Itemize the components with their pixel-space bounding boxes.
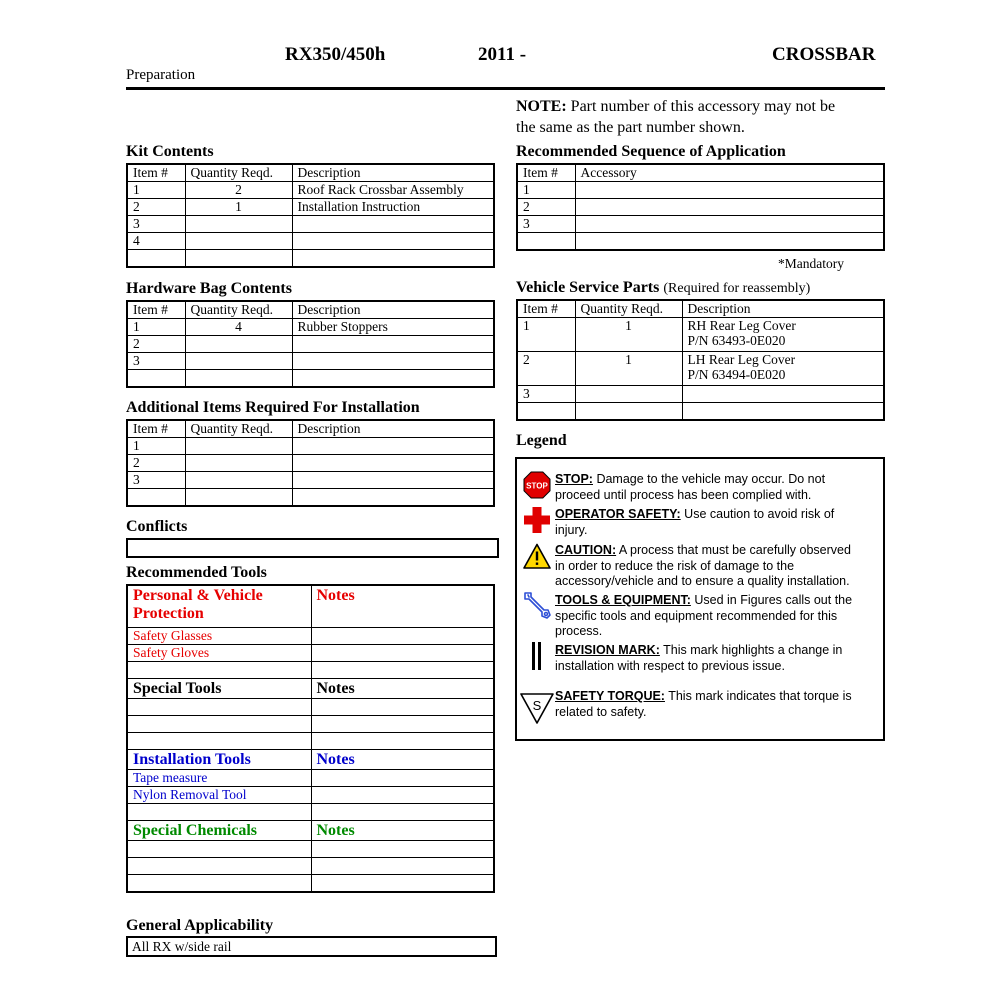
table-row xyxy=(127,438,494,455)
special-tools-label: Special Tools xyxy=(127,679,311,699)
cell xyxy=(127,841,311,858)
col-qty: Quantity Reqd. xyxy=(185,164,292,182)
col-desc: Description xyxy=(292,301,494,319)
header-rule xyxy=(126,87,885,90)
hardware-bag-table xyxy=(126,300,495,388)
table-row xyxy=(127,233,494,250)
cell xyxy=(575,386,682,403)
cell xyxy=(185,455,292,472)
cell xyxy=(682,403,884,421)
legend-box xyxy=(515,457,885,741)
hardware-bag-title: Hardware Bag Contents xyxy=(126,280,292,297)
table-row xyxy=(127,336,494,353)
table-row xyxy=(127,353,494,370)
cell xyxy=(185,370,292,388)
model-title: RX350/450h xyxy=(285,44,386,65)
cell xyxy=(575,182,884,199)
col-item: Item # xyxy=(127,420,185,438)
cell xyxy=(311,699,494,716)
cell: Installation Instruction xyxy=(292,199,494,216)
cell xyxy=(127,804,311,821)
table-row xyxy=(127,455,494,472)
cell xyxy=(311,804,494,821)
table-row xyxy=(127,787,494,804)
table-row xyxy=(127,662,494,679)
additional-items-table xyxy=(126,419,495,507)
cell: Roof Rack Crossbar Assembly xyxy=(292,182,494,199)
table-row xyxy=(127,472,494,489)
legend-stop xyxy=(555,472,881,503)
part-name: LH Rear Leg Cover xyxy=(687,352,796,367)
legend-caution xyxy=(555,543,881,590)
cell xyxy=(127,733,311,750)
installation-tools-header-row xyxy=(127,750,494,770)
cell xyxy=(682,352,884,386)
legend-tools-equipment xyxy=(555,593,881,640)
cell xyxy=(311,645,494,662)
cell xyxy=(127,250,185,268)
conflicts-title: Conflicts xyxy=(126,518,188,535)
table-header-row xyxy=(517,164,884,182)
cell xyxy=(185,216,292,233)
table-row xyxy=(127,645,494,662)
table-row xyxy=(127,319,494,336)
cell xyxy=(127,716,311,733)
year-range: 2011 - xyxy=(478,44,527,65)
legend-title: Legend xyxy=(516,432,567,449)
cell xyxy=(185,250,292,268)
table-row xyxy=(127,716,494,733)
stop-sign-text: STOP xyxy=(526,481,548,491)
cell xyxy=(517,233,575,251)
tools-label: TOOLS & EQUIPMENT: xyxy=(555,593,691,607)
legend-safety-torque xyxy=(555,689,881,720)
cell xyxy=(682,318,884,352)
col-accessory: Accessory xyxy=(575,164,884,182)
legend-operator-safety xyxy=(555,507,881,538)
personal-protection-label xyxy=(127,585,311,628)
cell xyxy=(311,787,494,804)
col-qty: Quantity Reqd. xyxy=(185,301,292,319)
tool-item: Safety Glasses xyxy=(127,628,311,645)
operator-label: OPERATOR SAFETY: xyxy=(555,507,681,521)
kit-contents-table xyxy=(126,163,495,268)
sequence-table xyxy=(516,163,885,251)
cell xyxy=(292,233,494,250)
revision-mark-icon xyxy=(530,641,544,671)
cell xyxy=(311,858,494,875)
cell xyxy=(292,438,494,455)
operator-text: injury. xyxy=(555,522,588,537)
cell xyxy=(292,489,494,507)
cell xyxy=(311,770,494,787)
tools-text: process. xyxy=(555,624,603,638)
cell xyxy=(292,216,494,233)
table-row xyxy=(127,489,494,507)
cell xyxy=(575,233,884,251)
table-row xyxy=(517,318,884,352)
col-qty: Quantity Reqd. xyxy=(185,420,292,438)
personal-header-row xyxy=(127,585,494,628)
cell xyxy=(682,386,884,403)
col-desc: Description xyxy=(682,300,884,318)
col-qty: Quantity Reqd. xyxy=(575,300,682,318)
section-label: Preparation xyxy=(126,67,196,83)
first-aid-cross-icon xyxy=(523,506,551,534)
installation-tools-label: Installation Tools xyxy=(127,750,311,770)
table-row xyxy=(517,386,884,403)
service-parts-table xyxy=(516,299,885,421)
cell xyxy=(292,370,494,388)
table-row xyxy=(127,182,494,199)
cell: 2 xyxy=(127,199,185,216)
stop-text: Damage to the vehicle may occur. Do not xyxy=(592,472,826,486)
table-row xyxy=(517,182,884,199)
cell: 2 xyxy=(127,455,185,472)
cell: 3 xyxy=(127,353,185,370)
cell xyxy=(575,199,884,216)
revision-text: installation with respect to previous issue. xyxy=(555,658,785,673)
cell: 2 xyxy=(127,336,185,353)
special-chemicals-label: Special Chemicals xyxy=(127,821,311,841)
cell xyxy=(292,336,494,353)
cell xyxy=(311,716,494,733)
caution-triangle-icon xyxy=(523,543,551,569)
cell xyxy=(292,250,494,268)
cell: 4 xyxy=(185,319,292,336)
service-parts-subtitle: (Required for reassembly) xyxy=(663,281,811,296)
part-name: RH Rear Leg Cover xyxy=(687,318,796,333)
caution-text: accessory/vehicle and to ensure a quality installation. xyxy=(555,574,850,588)
notes-label: Notes xyxy=(311,821,494,841)
sequence-title: Recommended Sequence of Application xyxy=(516,143,786,160)
cell: 3 xyxy=(517,216,575,233)
table-row xyxy=(127,216,494,233)
cell: 1 xyxy=(127,319,185,336)
note-label: NOTE: xyxy=(516,98,567,115)
cell xyxy=(311,628,494,645)
tool-item: Nylon Removal Tool xyxy=(127,787,311,804)
accessory-title: CROSSBAR xyxy=(772,44,876,65)
table-row xyxy=(127,370,494,388)
torque-text: This mark indicates that torque is xyxy=(664,689,852,703)
cell xyxy=(311,733,494,750)
table-row xyxy=(127,250,494,268)
cell xyxy=(517,403,575,421)
legend-revision-mark xyxy=(555,643,881,674)
table-header-row xyxy=(517,300,884,318)
service-parts-heading xyxy=(516,279,810,297)
cell: 3 xyxy=(127,472,185,489)
operator-text: Use caution to avoid risk of xyxy=(680,507,835,521)
cell: 3 xyxy=(517,386,575,403)
table-row xyxy=(517,233,884,251)
cell: 4 xyxy=(127,233,185,250)
table-row xyxy=(127,875,494,893)
cell xyxy=(127,699,311,716)
cell: Rubber Stoppers xyxy=(292,319,494,336)
note-text-1: Part number of this accessory may not be xyxy=(570,98,836,115)
cell xyxy=(185,472,292,489)
col-item: Item # xyxy=(127,164,185,182)
part-number: P/N 63493-0E020 xyxy=(687,333,786,348)
tools-table xyxy=(126,584,495,893)
cell: 1 xyxy=(517,182,575,199)
notes-label: Notes xyxy=(311,585,494,628)
tool-item: Tape measure xyxy=(127,770,311,787)
personal-label-line2: Protection xyxy=(133,605,204,622)
cell xyxy=(185,438,292,455)
cell xyxy=(185,336,292,353)
cell xyxy=(127,370,185,388)
cell xyxy=(127,875,311,893)
kit-contents-title: Kit Contents xyxy=(126,143,214,160)
cell xyxy=(185,353,292,370)
cell xyxy=(292,455,494,472)
cell xyxy=(127,858,311,875)
cell: 3 xyxy=(127,216,185,233)
torque-symbol: S xyxy=(532,698,542,713)
note xyxy=(516,96,835,138)
col-item: Item # xyxy=(517,300,575,318)
additional-items-title: Additional Items Required For Installation xyxy=(126,399,420,416)
cell xyxy=(292,353,494,370)
table-row xyxy=(517,403,884,421)
table-row xyxy=(517,199,884,216)
caution-text: in order to reduce the risk of damage to the xyxy=(555,558,795,573)
revision-text: This mark highlights a change in xyxy=(659,643,843,657)
notes-label: Notes xyxy=(311,750,494,770)
cell xyxy=(311,662,494,679)
cell xyxy=(185,489,292,507)
col-desc: Description xyxy=(292,164,494,182)
conflicts-box xyxy=(126,538,499,558)
table-row xyxy=(127,770,494,787)
tools-text: specific tools and equipment recommended for this xyxy=(555,608,838,623)
stop-label: STOP: xyxy=(555,472,593,486)
col-item: Item # xyxy=(517,164,575,182)
cell xyxy=(185,233,292,250)
general-title: General Applicability xyxy=(126,917,274,934)
caution-label: CAUTION: xyxy=(555,543,617,557)
cell: 2 xyxy=(185,182,292,199)
cell: 1 xyxy=(127,438,185,455)
special-tools-header-row xyxy=(127,679,494,699)
cell: 1 xyxy=(127,182,185,199)
cell: 1 xyxy=(575,352,682,386)
col-desc: Description xyxy=(292,420,494,438)
torque-text: related to safety. xyxy=(555,704,647,719)
table-row xyxy=(127,733,494,750)
table-header-row xyxy=(127,164,494,182)
part-number: P/N 63494-0E020 xyxy=(687,367,786,382)
table-row xyxy=(127,841,494,858)
table-header-row xyxy=(127,420,494,438)
service-parts-title: Vehicle Service Parts xyxy=(516,279,660,296)
cell xyxy=(292,472,494,489)
table-row xyxy=(127,699,494,716)
cell xyxy=(311,841,494,858)
table-row xyxy=(517,216,884,233)
tool-item: Safety Gloves xyxy=(127,645,311,662)
col-item: Item # xyxy=(127,301,185,319)
cell: 2 xyxy=(517,199,575,216)
tools-title: Recommended Tools xyxy=(126,564,267,581)
cell: 2 xyxy=(517,352,575,386)
table-row xyxy=(127,804,494,821)
chemicals-header-row xyxy=(127,821,494,841)
cell xyxy=(127,489,185,507)
table-row xyxy=(127,199,494,216)
cell xyxy=(575,403,682,421)
stop-sign-icon xyxy=(523,471,551,499)
caution-text: A process that must be carefully observed xyxy=(616,543,851,557)
torque-label: SAFETY TORQUE: xyxy=(555,689,665,703)
stop-text: proceed until process has been complied with. xyxy=(555,487,812,502)
cell: 1 xyxy=(517,318,575,352)
wrench-icon xyxy=(522,590,552,620)
table-row xyxy=(127,858,494,875)
note-text-2: the same as the part number shown. xyxy=(516,119,745,136)
tools-text: Used in Figures calls out the xyxy=(690,593,853,607)
revision-label: REVISION MARK: xyxy=(555,643,660,657)
cell xyxy=(575,216,884,233)
personal-label-line1: Personal & Vehicle xyxy=(133,587,263,604)
cell xyxy=(127,662,311,679)
general-value: All RX w/side rail xyxy=(126,936,497,957)
cell: 1 xyxy=(575,318,682,352)
cell xyxy=(311,875,494,893)
notes-label: Notes xyxy=(311,679,494,699)
table-row xyxy=(517,352,884,386)
table-header-row xyxy=(127,301,494,319)
cell: 1 xyxy=(185,199,292,216)
table-row xyxy=(127,628,494,645)
safety-torque-icon xyxy=(520,691,554,725)
mandatory-footnote: *Mandatory xyxy=(778,256,844,271)
